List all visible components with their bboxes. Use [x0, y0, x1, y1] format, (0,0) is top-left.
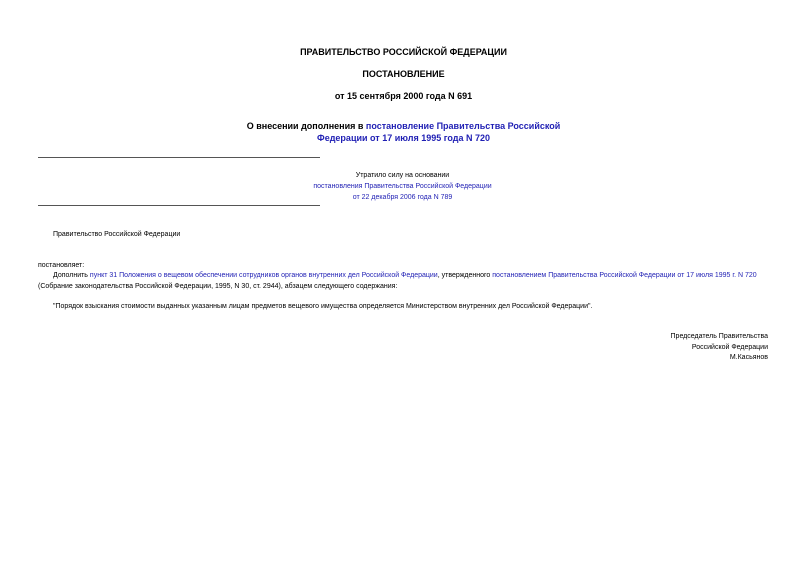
paragraph-quoted-text: "Порядок взыскания стоимости выданных указанным лицам предметов вещевого имущества определяется Министерством внутренних дел Российской Федерации". — [53, 303, 593, 310]
signature-line-2: Российской Федерации — [691, 343, 768, 351]
issuer-text: Правительство Российской Федерации — [53, 231, 181, 238]
document-title — [0, 120, 807, 144]
repeal-note-line: Утратило силу на основании — [355, 172, 450, 179]
signature-name: М.Касьянов — [729, 354, 768, 361]
government-heading: ПРАВИТЕЛЬСТВО РОССИЙСКОЙ ФЕДЕРАЦИИ — [300, 47, 507, 57]
para1-link-clause[interactable]: пункт 31 Положения о вещевом обеспечении сотрудников органов внутренних дел Российской Федерации — [89, 272, 438, 279]
para1-link-resolution[interactable]: постановлением Правительства Российской Федерации от 17 июля 1995 г. N 720 — [492, 272, 757, 279]
repeal-note — [220, 170, 585, 203]
divider-top — [38, 157, 320, 158]
para1-end: (Собрание законодательства Российской Федерации, 1995, N 30, ст. 2944), абзацем следующего содержания: — [38, 283, 398, 290]
document-type-heading: ПОСТАНОВЛЕНИЕ — [362, 69, 445, 79]
date-number-heading: от 15 сентября 2000 года N 691 — [334, 91, 473, 101]
title-link-part-2[interactable]: Федерации от 17 июля 1995 года N 720 — [317, 133, 490, 143]
repeal-link-part-2[interactable]: от 22 декабря 2006 года N 789 — [352, 194, 453, 201]
title-line-1 — [0, 120, 807, 132]
para1-start: Дополнить — [53, 272, 90, 279]
para1-mid: , утвержденного — [437, 272, 493, 279]
paragraph-amendment — [38, 270, 770, 292]
title-link-part-1[interactable]: постановление Правительства Российской — [365, 121, 561, 131]
title-prefix: О внесении дополнения в — [246, 121, 366, 131]
divider-bottom — [38, 205, 320, 206]
repeal-link-part-1[interactable]: постановления Правительства Российской Федерации — [313, 183, 492, 190]
signature-line-1: Председатель Правительства — [670, 333, 768, 340]
resolves-text: постановляет: — [38, 262, 85, 269]
signature-block — [671, 332, 768, 364]
